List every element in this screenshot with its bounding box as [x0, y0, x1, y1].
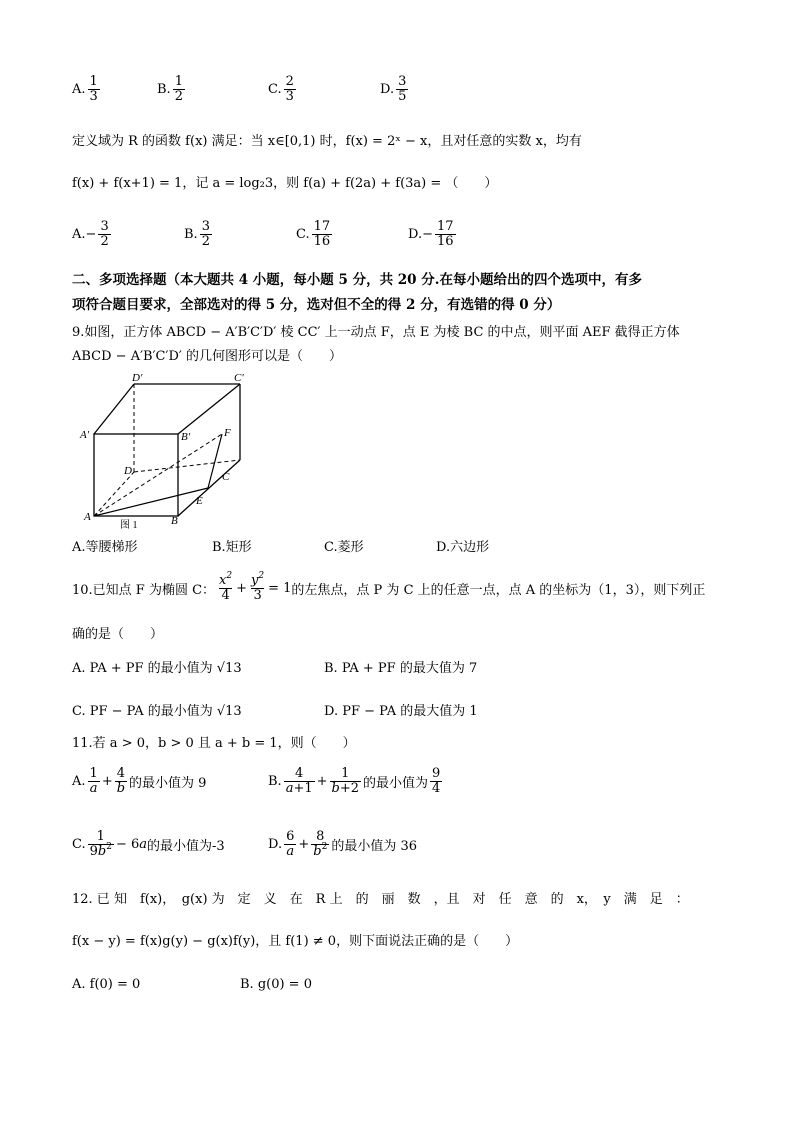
fraction: $\frac{1}{3}$	[89, 74, 98, 105]
label-c: C	[222, 471, 230, 483]
q10-option-d: D. PF − PA 的最大值为 1	[324, 704, 478, 719]
q11-option-d: D. $\frac{6}{a}$ + $\frac{8}{b^2}$ 的最小值为 36	[268, 829, 418, 860]
line-ae	[94, 488, 208, 516]
edge-ad-hidden	[94, 472, 134, 516]
line-af-hidden	[94, 434, 222, 516]
label-c-prime: C′	[234, 372, 244, 384]
section-heading-line1: 二、多项选择题（本大题共 4 小题，每小题 5 分，共 20 分.在每小题给出的四个选项中，有多	[72, 272, 642, 288]
edge-a1d1	[94, 384, 134, 434]
q9-stem-line2: ABCD − A′B′C′D′ 的几何图形可以是（ ）	[72, 349, 342, 364]
label-e: E	[196, 495, 203, 507]
q11-option-a: A. $\frac{1}{a}$ + $\frac{4}{b}$ 的最小值为 9	[72, 766, 207, 797]
label-a-prime: A′	[80, 429, 90, 441]
q9-option-b: B.矩形	[212, 540, 252, 555]
q12-option-b: B. g(0) = 0	[240, 977, 312, 992]
q10-option-a: A. PA + PF 的最小值为 √13	[72, 661, 242, 676]
q7-option-a: A. $\frac{1}{3}$	[72, 74, 98, 105]
q7-option-b: B. $\frac{1}{2}$	[157, 74, 183, 105]
edge-bc	[178, 460, 240, 516]
ellipse-term-y: $\frac{y^2}{3}$	[251, 571, 265, 604]
label-b: B	[171, 515, 178, 527]
ellipse-term-x: $\frac{x^2}{4}$	[219, 571, 233, 604]
q12-stem-line1: 12. 已 知 f(x)， g(x) 为 定 义 在 R 上 的 丽 数 ，且 对 任 意 的 x， y 满 足 ：	[72, 892, 689, 907]
q12-option-a: A. f(0) = 0	[72, 977, 141, 992]
q8-stem-line1: 定义域为 R 的函数 f(x) 满足：当 x∈[0,1) 时，f(x) = 2ˣ − x，且对任意的实数 x，均有	[72, 134, 582, 149]
label-d: D	[124, 465, 132, 477]
fraction: $\frac{2}{3}$	[285, 74, 294, 105]
front-face	[94, 434, 178, 516]
q10-option-c: C. PF − PA 的最小值为 √13	[72, 704, 242, 719]
q11-stem: 11.若 a > 0，b > 0 且 a + b = 1，则（ ）	[72, 736, 356, 751]
fraction: $\frac{3}{5}$	[398, 74, 407, 105]
section-heading-line2: 项符合题目要求，全部选对的得 5 分，选对但不全的得 2 分，有选错的得 0 分）	[72, 297, 561, 313]
q8-option-c: C. $\frac{17}{16}$	[296, 219, 331, 250]
label-f: F	[224, 427, 231, 439]
q8-option-a: A. − $\frac{3}{2}$	[72, 219, 109, 250]
q12-stem-line2: f(x − y) = f(x)g(y) − g(x)f(y)，且 f(1) ≠ 0，则下面说法正确的是（ ）	[72, 934, 519, 949]
q9-stem-line1: 9.如图，正方体 ABCD − A′B′C′D′ 棱 CC′ 上一动点 F，点 E 为棱 BC 的中点，则平面 AEF 截得正方体	[72, 325, 680, 340]
label-b-prime: B′	[181, 431, 191, 443]
q8-option-d: D. − $\frac{17}{16}$	[408, 219, 454, 250]
line-ef	[208, 434, 222, 488]
q11-option-b: B. $\frac{4}{a+1}$ + $\frac{1}{b+2}$ 的最小值为 $\frac{9}{4}$	[268, 766, 441, 797]
q7-option-c: C. $\frac{2}{3}$	[268, 74, 294, 105]
q8-option-b: B. $\frac{3}{2}$	[184, 219, 210, 250]
figure-caption: 图 1	[120, 520, 138, 530]
q9-option-a: A.等腰梯形	[72, 540, 138, 555]
q10-option-b: B. PA + PF 的最大值为 7	[324, 661, 478, 676]
label-a: A	[84, 511, 91, 523]
q9-option-d: D.六边形	[436, 540, 490, 555]
q10-stem-line1: 10.已知点 F 为椭圆 C： $\frac{x^2}{4}$ + $\frac{y^2}{3}$ = 1 的左焦点，点 P 为 C 上的任意一点，点 A 的坐标为（1，3），则下列正	[72, 571, 706, 604]
cube-figure	[74, 372, 254, 530]
q8-stem-line2: f(x) + f(x+1) = 1，记 a = log₂3，则 f(a) + f(2a) + f(3a) = （ ）	[72, 176, 498, 191]
q10-stem-line2: 确的是（ ）	[72, 627, 164, 642]
q11-option-c: C. $\frac{1}{9b^2}$ − 6a 的最小值为-3	[72, 829, 225, 860]
q7-option-d: D. $\frac{3}{5}$	[380, 74, 407, 105]
q9-option-c: C.菱形	[324, 540, 364, 555]
fraction: $\frac{1}{2}$	[174, 74, 183, 105]
label-d-prime: D′	[132, 372, 143, 384]
